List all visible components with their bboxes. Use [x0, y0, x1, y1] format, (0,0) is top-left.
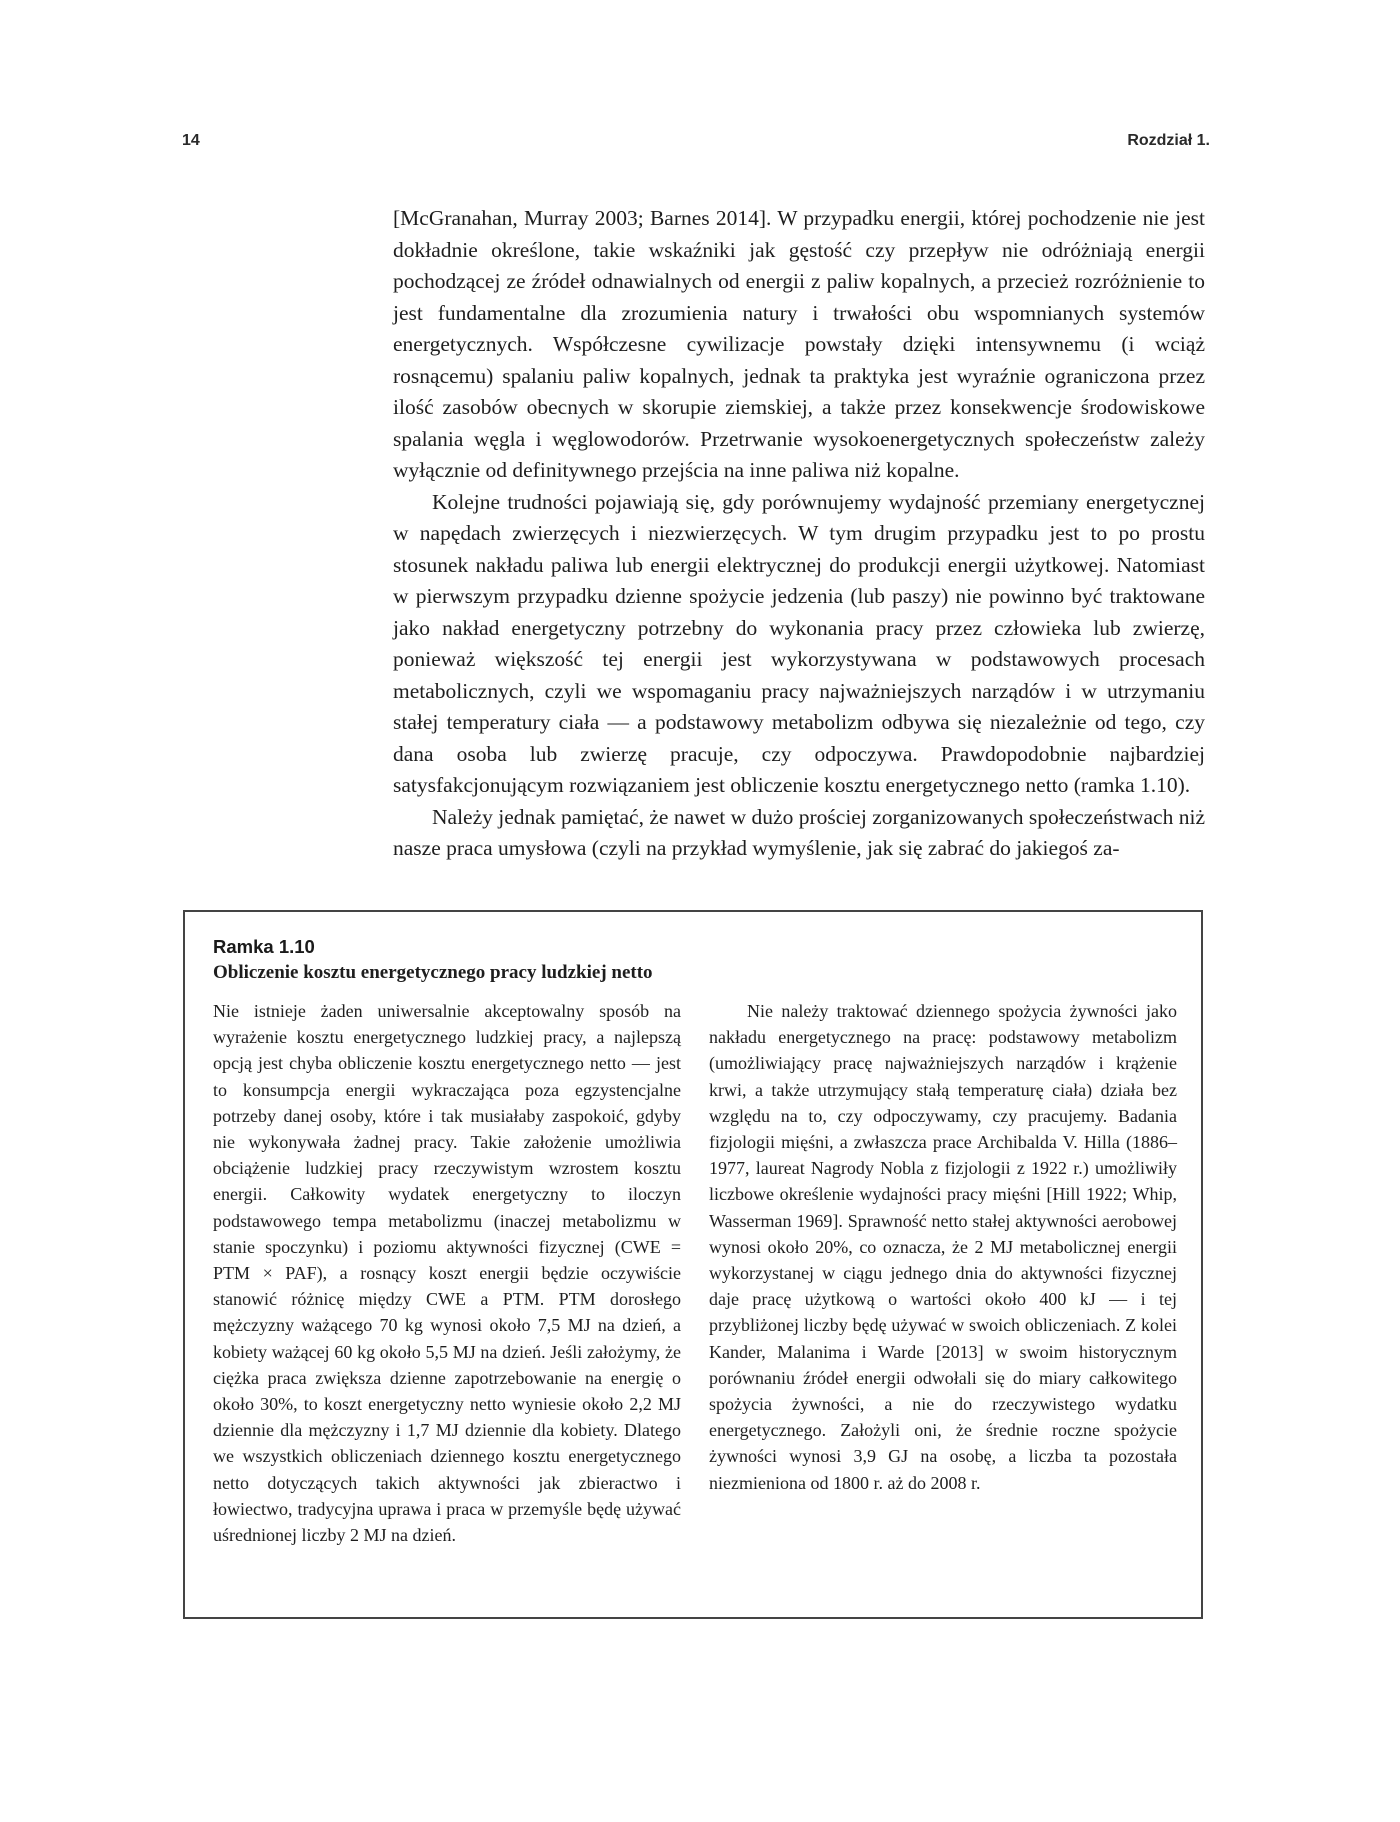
box-columns	[213, 998, 1177, 1548]
body-paragraph: Należy jednak pamiętać, że nawet w dużo prościej zorganizowanych społeczeństwach niż nasze praca umysłowa (czyli na przykład wymyślenie, jak się zabrać do jakiegoś za-	[393, 804, 1205, 860]
box-paragraph: Nie należy traktować dziennego spożycia żywności jako nakładu energetycznego na pracę: podstawowy metabolizm (umożliwiający pracę najważniejszych narządów i krążenie krwi, a także utrzymujący stałą temperaturę ciała) działa bez względu na to, czy odpoczywamy, czy pracujemy. Badania fizjologii mięśni, a zwłaszcza prace Archibalda V. Hilla (1886–1977, laureat Nagrody Nobla z fizjologii z 1922 r.) umożliwiły liczbowe określenie wydajności pracy mięśni [Hill 1922; Whip, Wasserman 1969]. Sprawność netto stałej aktywności aerobowej wynosi około 20%, co oznacza, że 2 MJ metabolicznej energii wykorzystanej w ciągu jednego dnia do aktywności fizycznej daje pracę użytkową o wartości około 400 kJ — i tej przybliżonej liczby będę używać w swoich obliczeniach. Z kolei Kander, Malanima i Warde [2013] w swoim historycznym porównaniu źródeł energii odwołali się do miary całkowitego spożycia żywności, a nie do rzeczywistego wydatku energetycznego. Założyli oni, że średnie roczne spożycie żywności wynosi 3,9 GJ na osobę, a liczba ta pozostała niezmieniona od 1800 r. aż do 2008 r.	[709, 1001, 1177, 1493]
page-number: 14	[182, 132, 200, 149]
body-paragraph: Kolejne trudności pojawiają się, gdy porównujemy wydajność przemiany energetycznej w napędach zwierzęcych i niezwierzęcych. W tym drugim przypadku jest to po prostu stosunek nakładu paliwa lub energii elektrycznej do produkcji energii użytkowej. Natomiast w pierwszym przypadku dzienne spożycie jedzenia (lub paszy) nie powinno być traktowane jako nakład energetyczny potrzebny do wykonania pracy przez człowieka lub zwierzę, ponieważ większość tej energii jest wykorzystywana w podstawowych procesach metabolicznych, czyli we wspomaganiu pracy najważniejszych narządów i w utrzymaniu stałej temperatury ciała — a podstawowy metabolizm odbywa się niezależnie od tego, czy dana osoba lub zwierzę pracuje, czy odpoczywa. Prawdopodobnie najbardziej satysfakcjonującym rozwiązaniem jest obliczenie kosztu energetycznego netto (ramka 1.10).	[393, 489, 1205, 797]
box-column-left	[213, 998, 681, 1548]
page-header	[0, 132, 1400, 156]
box-column-right	[709, 998, 1177, 1548]
main-text	[393, 203, 1205, 865]
running-head: Rozdział 1.	[1127, 132, 1210, 149]
body-paragraph: [McGranahan, Murray 2003; Barnes 2014]. W przypadku energii, której pochodzenie nie jest dokładnie określone, takie wskaźniki jak gęstość czy przepływ nie odróżniają energii pochodzącej ze źródeł odnawialnych od energii z paliw kopalnych, a przecież rozróżnienie to jest fundamentalne dla zrozumienia natury i trwałości obu wspomnianych systemów energetycznych. Współczesne cywilizacje powstały dzięki intensywnemu (i wciąż rosnącemu) spalaniu paliw kopalnych, jednak ta praktyka jest wyraźnie ograniczona przez ilość zasobów obecnych w skorupie ziemskiej, a także przez konsekwencje środowiskowe spalania węgla i węglowodorów. Przetrwanie wysokoenergetycznych społeczeństw zależy wyłącznie od definitywnego przejścia na inne paliwa niż kopalne.	[393, 206, 1205, 482]
sidebar-box	[183, 910, 1203, 1619]
box-label: Ramka 1.10	[213, 936, 315, 957]
box-title: Obliczenie kosztu energetycznego pracy ludzkiej netto	[213, 962, 653, 983]
box-paragraph: Nie istnieje żaden uniwersalnie akceptowalny sposób na wyrażenie kosztu energetycznego ludzkiej pracy, a najlepszą opcją jest chyba obliczenie kosztu energetycznego netto — jest to konsumpcja energii wykraczająca poza egzystencjalne potrzeby danej osoby, które i tak musiałaby zaspokoić, gdyby nie wykonywała żadnej pracy. Takie założenie umożliwia obciążenie ludzkiej pracy rzeczywistym wzrostem kosztu energii. Całkowity wydatek energetyczny to iloczyn podstawowego tempa metabolizmu (inaczej metabolizmu w stanie spoczynku) i poziomu aktywności fizycznej (CWE = PTM × PAF), a rosnący koszt energii będzie oczywiście stanowić różnicę między CWE a PTM. PTM dorosłego mężczyzny ważącego 70 kg wynosi około 7,5 MJ na dzień, a kobiety ważącej 60 kg około 5,5 MJ na dzień. Jeśli założymy, że ciężka praca zwiększa dzienne zapotrzebowanie na energię o około 30%, to koszt energetyczny netto wyniesie około 2,2 MJ dziennie dla mężczyzny i 1,7 MJ dziennie dla kobiety. Dlatego we wszystkich obliczeniach dziennego kosztu energetycznego netto dotyczących takich aktywności jak zbieractwo i łowiectwo, tradycyjna uprawa i praca w przemyśle będę używać uśrednionej liczby 2 MJ na dzień.	[213, 1001, 681, 1546]
